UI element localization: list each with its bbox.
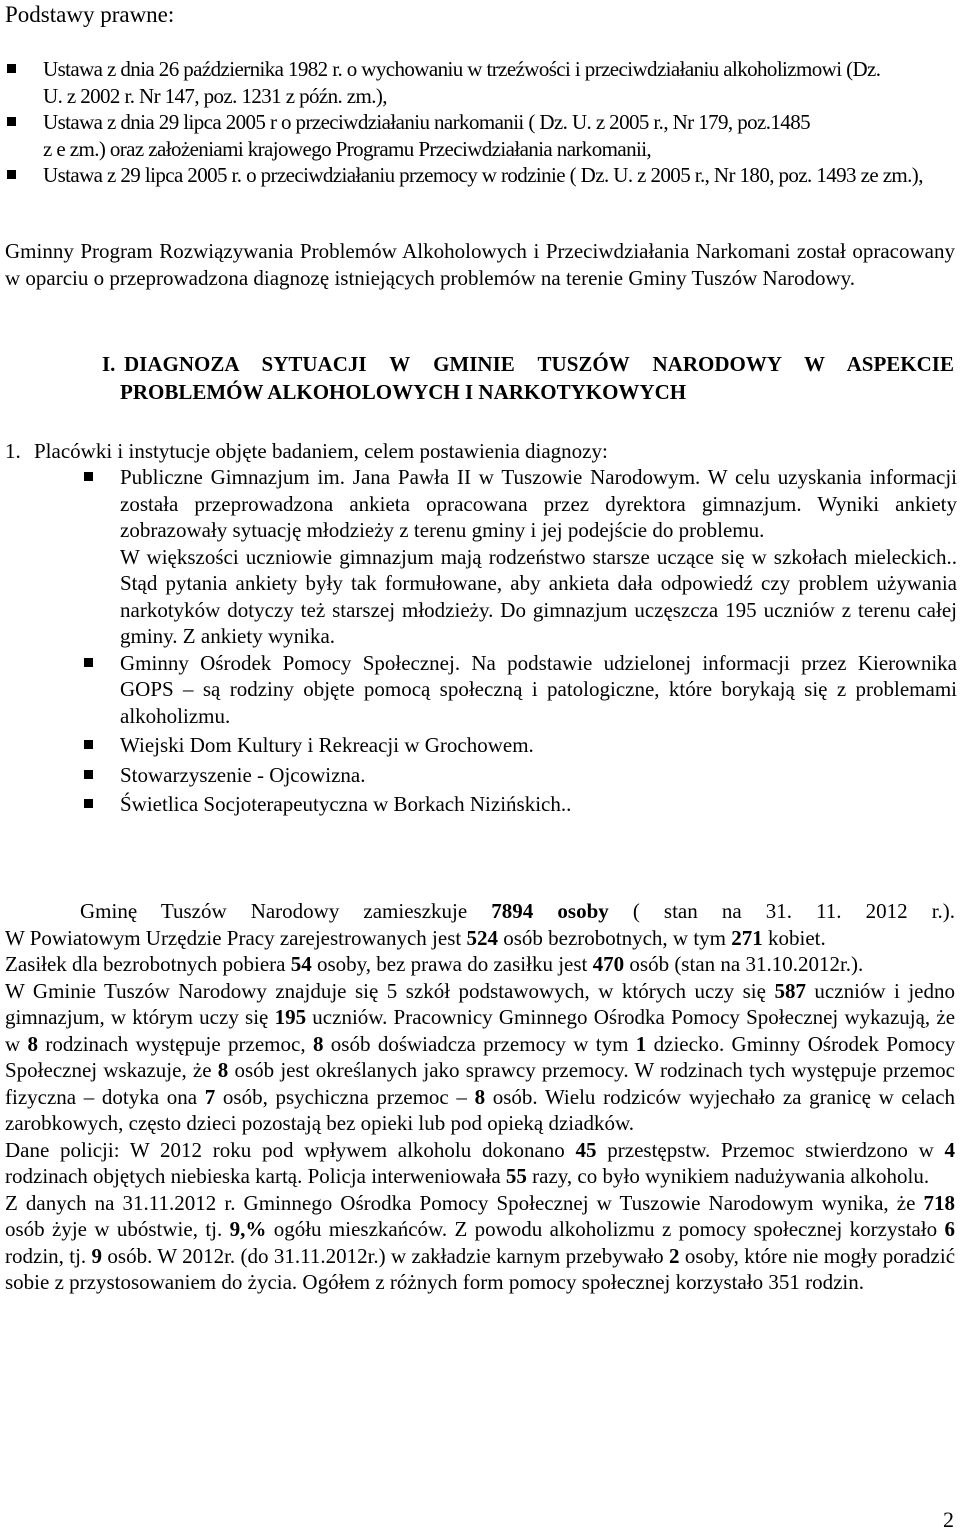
stat-value: 55 [505,1164,527,1188]
section-heading-line2: PROBLEMÓW ALKOHOLOWYCH I NARKOTYKOWYCH [120,380,687,404]
subsection-number: 1. [5,439,21,463]
stat-text: W Powiatowym Urzędzie Pracy zarejestrowanych jest [5,925,462,950]
stat-text: osoby [557,899,609,923]
stat-text: osób bezrobotnych, w tym [503,925,726,950]
legal-basis-list [5,56,955,189]
stat-text: osób, psychiczna przemoc – [222,1084,467,1109]
stat-text: osoby, bez prawa do zasiłku jest [316,952,588,976]
institution-desc-2: W większości uczniowie gimnazjum mają rodzeństwo starsze uczące się w szkołach mieleckich.. Stąd pytania ankiety były tak formułowane, aby ankieta dała odpowiedź czy problem używania narkotyków dotyczy też starszej młodzieży. Do gimnazjum uczęszcza 195 uczniów z terenu całej gminy. Z ankiety wynika. [120,544,957,648]
list-item: Ustawa z dnia 29 lipca 2005 r o przeciwdziałaniu narkomanii ( Dz. U. z 2005 r., Nr 179, poz.1485 z e zm.) oraz założeniami krajowego Programu Przeciwdziałania narkomanii, [5,109,823,162]
stat-text: uczniów i jedno gimnazjum, w którym uczy się [5,978,956,1029]
subsection-text: Placówki i instytucje objęte badaniem, celem postawienia diagnozy: [34,439,608,463]
stat-text: rodzinach objętych niebieska kartą. Policja interweniowała [5,1164,501,1188]
stat-text: osób. Wielu rodziców wyjechało za granicę w celach zarobkowych, często dzieci pozostają bez opieki lub pod opieką dziadków. [5,1084,956,1135]
list-item [82,464,957,650]
population-line [5,898,955,925]
stat-value: 524 [466,925,498,950]
schools-violence-paragraph [5,978,955,1137]
list-item: Świetlica Socjoterapeutyczna w Borkach Nizińskich.. [82,791,957,818]
section-number: I. [102,352,116,376]
institution-name: Publiczne Gimnazjum im. Jana Pawła II w Tuszowie Narodowym. [120,465,701,489]
stat-text: razy, co było wynikiem nadużywania alkoholu. [532,1164,930,1188]
stat-text: rodzin, tj. [5,1243,87,1268]
stat-text: przestępstw. Przemoc stwierdzono w [607,1137,934,1162]
section-heading-line1 [102,350,954,378]
stat-value: 587 [774,978,806,1003]
stat-text: uczniów. Pracownicy Gminnego Ośrodka Pomocy Społecznej wykazują, że w [5,1005,956,1056]
stat-text: osób żyje w ubóstwie, tj. [5,1217,223,1241]
stat-text: rodzinach występuje przemoc, [45,1031,306,1056]
statistics-section [5,898,955,1296]
stat-text: osób doświadcza przemocy w tym [330,1031,629,1056]
poverty-paragraph [5,1190,955,1296]
stat-text: Z danych na 31.11.2012 r. Gminnego Ośrodka Pomocy Społecznej w Tuszowie Narodowym wynika, że [5,1190,916,1215]
stat-value: 54 [290,952,312,976]
stat-value: 8 [312,1031,324,1056]
institution-desc: Na podstawie udzielonej informacji przez Kierownika GOPS – są rodziny objęte pomocą społeczną i patologiczne, które borykają się z problemami alkoholizmu. [120,650,957,728]
institution-name: Gminny Ośrodek Pomocy Społecznej. [120,650,461,675]
list-item: Stowarzyszenie - Ojcowizna. [82,762,957,789]
stat-text: dziecko. Gminny Ośrodek Pomocy Społecznej wskazuje, że [5,1031,956,1082]
stat-value: 7 [204,1084,216,1109]
list-item: Ustawa z dnia 26 października 1982 r. o wychowaniu w trzeźwości i przeciwdziałaniu alkoholizmowi (Dz. U. z 2002 r. Nr 147, poz. 1231 z późn. zm.), [5,56,883,109]
stat-text: osób. W 2012r. (do 31.11.2012r.) w zakładzie karnym przebywało [107,1243,664,1268]
stat-value: 4 [944,1137,955,1162]
stat-value: 8 [474,1084,486,1109]
stat-text: osoby, które nie mogły poradzić sobie z przystosowaniem do życia. Ogółem z różnych form pomocy społecznej korzystało 351 rodzin. [5,1243,956,1294]
stat-text: ( stan na 31. 11. 2012 r.). [632,899,956,923]
stat-value: 718 [923,1190,956,1215]
section-heading-text: DIAGNOZA SYTUACJI W GMINIE TUSZÓW NARODOWY W ASPEKCIE [124,352,954,376]
list-item [82,650,957,730]
stat-text: Zasiłek dla bezrobotnych pobiera [5,952,286,976]
page-number: 2 [943,1506,954,1532]
institution-desc: W celu uzyskania informacji została przeprowadzona ankieta opracowana przez dyrektora gimnazjum. Wyniki ankiety zobrazowały sytuację młodzieży z terenu gminy i jej podejście do problemu. [120,465,957,542]
stat-value: 8 [217,1058,229,1082]
stat-value: 470 [592,952,625,976]
stat-text: Gminę Tuszów Narodowy zamieszkuje [80,899,468,923]
stat-value: 9 [91,1243,103,1268]
benefit-paragraph [5,951,955,978]
list-item: Ustawa z 29 lipca 2005 r. o przeciwdziałaniu przemocy w rodzinie ( Dz. U. z 2005 r., Nr 180, poz. 1493 ze zm.), [5,162,955,189]
stat-text: osób jest określanych jako sprawcy przemocy. W rodzinach tych występuje przemoc fizyczna – dotyka ona [5,1058,956,1109]
unemployment-paragraph [5,925,955,952]
stat-text: W Gminie Tuszów Narodowy znajduje się 5 szkół podstawowych, w których uczy się [5,978,766,1003]
stat-value: 271 [731,925,763,950]
subsection-title [5,438,955,465]
program-paragraph: Gminny Program Rozwiązywania Problemów Alkoholowych i Przeciwdziałania Narkomani został opracowany w oparciu o przeprowadzona diagnozę istniejących problemów na terenie Gminy Tuszów Narodowy. [5,239,955,290]
stat-value: 7894 [491,899,534,923]
stat-text: kobiet. [768,925,826,950]
stat-value: 9,% [229,1217,267,1241]
institutions-list [82,464,957,818]
page-section-title: Podstawy prawne: [5,2,175,27]
list-item: Wiejski Dom Kultury i Rekreacji w Grochowem. [82,732,957,759]
stat-text: ogółu mieszkańców. Z powodu alkoholizmu z pomocy społecznej korzystało [273,1217,938,1241]
stat-value: 8 [27,1031,39,1056]
police-paragraph [5,1137,955,1190]
stat-value: 6 [944,1217,956,1241]
stat-text: osób (stan na 31.10.2012r.). [629,952,864,976]
stat-value: 2 [668,1243,680,1268]
stat-value: 45 [575,1137,597,1162]
stat-value: 1 [635,1031,647,1056]
stat-text: Dane policji: W 2012 roku pod wpływem alkoholu dokonano [5,1137,565,1162]
stat-value: 195 [274,1005,307,1029]
section-heading [102,350,954,406]
